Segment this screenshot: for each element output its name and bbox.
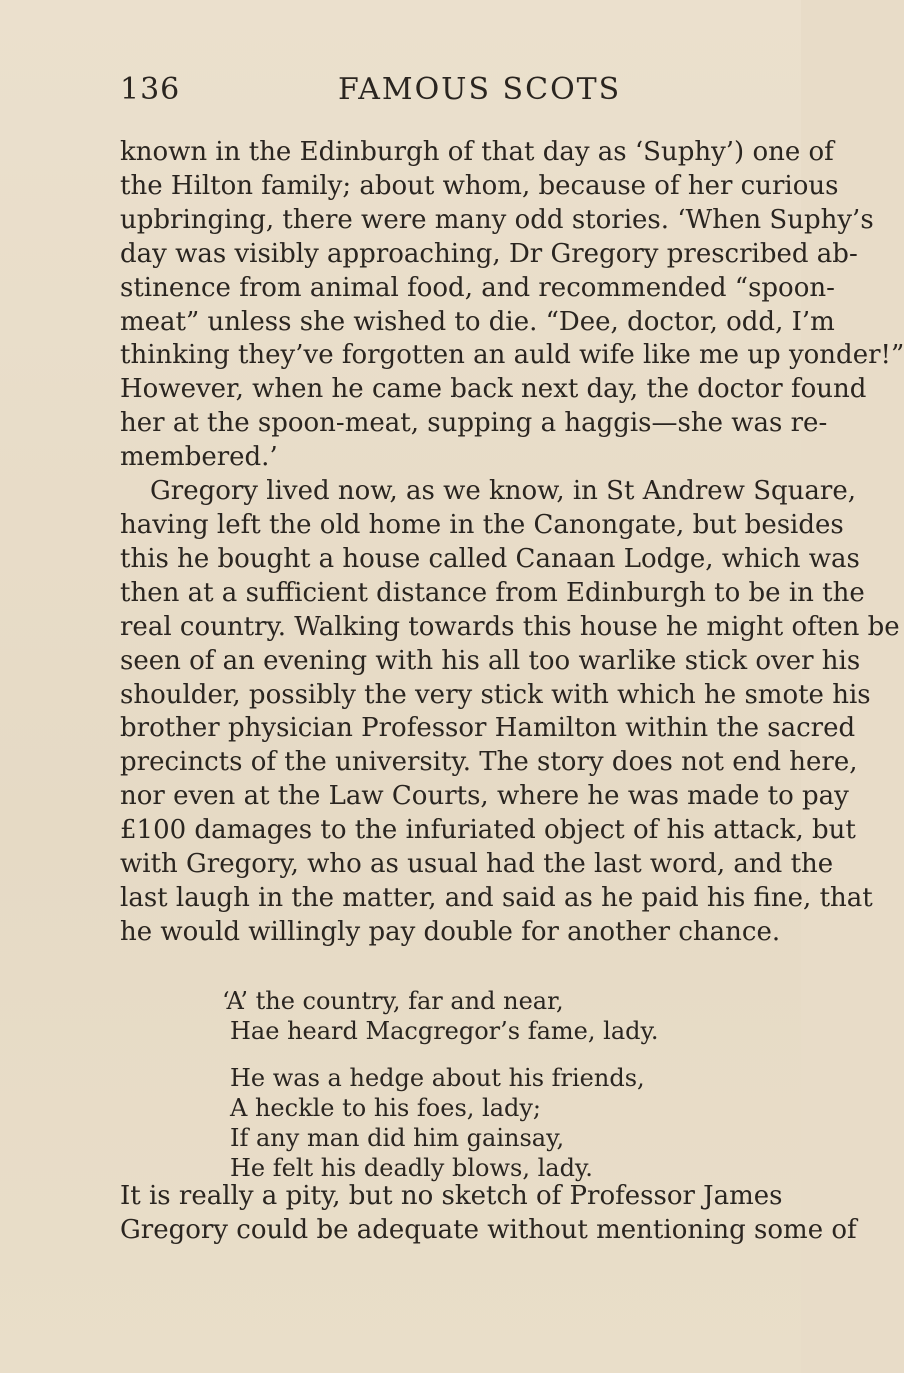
running-title: FAMOUS SCOTS — [338, 72, 622, 107]
text-line: this he bought a house called Canaan Lodge, which was — [120, 543, 860, 574]
paragraph-3 — [120, 1180, 857, 1248]
verse-line: If any man did him gainsay, — [230, 1124, 565, 1152]
verse-line: ‘A’ the country, far and near, — [222, 987, 564, 1015]
text-line: he would willingly pay double for another chance. — [120, 916, 781, 947]
verse-line: Hae heard Macgregor’s fame, lady. — [230, 1017, 659, 1045]
paragraph-2 — [120, 475, 900, 950]
text-line: shoulder, possibly the very stick with which he smote his — [120, 679, 871, 710]
text-line: stinence from animal food, and recommended “spoon- — [120, 272, 835, 303]
verse-line: He was a hedge about his friends, — [230, 1064, 645, 1092]
text-line: Gregory could be adequate without mentioning some of — [120, 1214, 857, 1245]
text-line: It is really a pity, but no sketch of Professor James — [120, 1181, 783, 1211]
page-number: 136 — [120, 72, 181, 107]
text-line: nor even at the Law Courts, where he was made to pay — [120, 781, 849, 812]
paragraph-1 — [120, 136, 904, 475]
text-line: precincts of the university. The story does not end here, — [120, 747, 858, 778]
verse-line: A heckle to his foes, lady; — [230, 1094, 542, 1122]
text-line: thinking they’ve forgotten an auld wife like me up yonder!” — [120, 340, 904, 371]
text-line: having left the old home in the Canongate, but besides — [120, 509, 844, 540]
text-line: £100 damages to the infuriated object of his attack, but — [120, 815, 856, 846]
verse-stanza-1 — [120, 986, 770, 1046]
verse-line: He felt his deadly blows, lady. — [230, 1154, 593, 1182]
text-line: seen of an evening with his all too warlike stick over his — [120, 645, 861, 676]
text-line: brother physician Professor Hamilton within the sacred — [120, 713, 856, 744]
text-line: upbringing, there were many odd stories. ‘When Suphy’s — [120, 204, 874, 235]
verse-stanza-2 — [120, 1063, 770, 1183]
text-line: then at a sufficient distance from Edinburgh to be in the — [120, 577, 865, 608]
text-line: her at the spoon-meat, supping a haggis—she was re- — [120, 408, 828, 439]
text-line: membered.’ — [120, 442, 278, 473]
text-line: with Gregory, who as usual had the last word, and the — [120, 849, 834, 880]
text-line: the Hilton family; about whom, because of her curious — [120, 170, 839, 201]
text-line: However, when he came back next day, the doctor found — [120, 374, 867, 405]
text-line: Gregory lived now, as we know, in St Andrew Square, — [150, 476, 856, 507]
text-line: real country. Walking towards this house he might often be — [120, 611, 900, 642]
text-line: known in the Edinburgh of that day as ‘Suphy’) one of — [120, 137, 834, 167]
page-header — [120, 72, 770, 112]
body-text — [120, 136, 904, 950]
text-line: meat” unless she wished to die. “Dee, doctor, odd, I’m — [120, 306, 835, 337]
text-line: last laugh in the matter, and said as he paid his fine, that — [120, 882, 873, 913]
text-line: day was visibly approaching, Dr Gregory prescribed ab- — [120, 238, 858, 269]
